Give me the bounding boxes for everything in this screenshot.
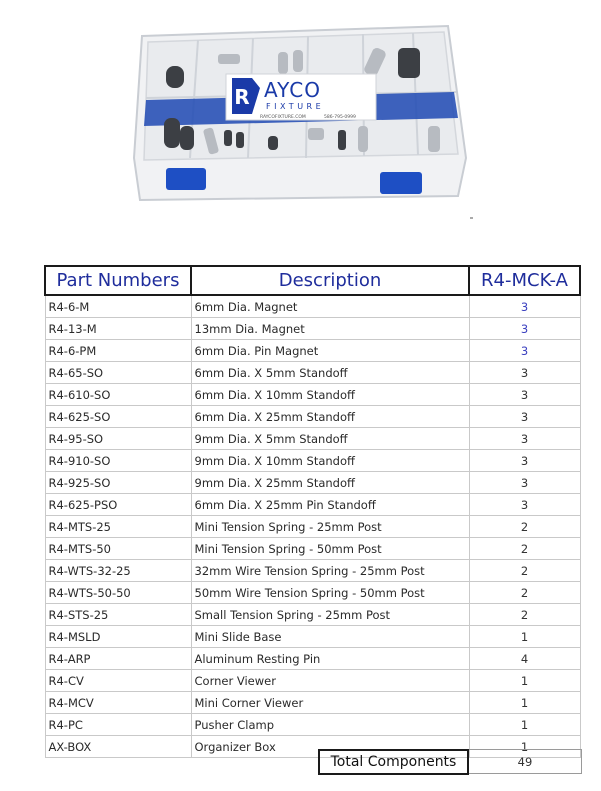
table-row <box>45 714 580 736</box>
description-cell: Corner Viewer <box>191 670 469 692</box>
header-part-numbers: Part Numbers <box>45 266 191 295</box>
part-number-cell: R4-925-SO <box>45 472 191 494</box>
part-number-cell: R4-910-SO <box>45 450 191 472</box>
description-cell: Mini Slide Base <box>191 626 469 648</box>
part-number-cell: R4-625-PSO <box>45 494 191 516</box>
quantity-cell: 2 <box>469 560 580 582</box>
quantity-cell: 2 <box>469 538 580 560</box>
part-number-cell: R4-95-SO <box>45 428 191 450</box>
part-number-cell: R4-610-SO <box>45 384 191 406</box>
table-row <box>45 648 580 670</box>
table-row <box>45 340 580 362</box>
description-cell: Organizer Box <box>191 736 469 758</box>
part-number-cell: R4-ARP <box>45 648 191 670</box>
total-components-value: 49 <box>469 749 582 774</box>
header-kit-quantity: R4-MCK-A <box>469 266 580 295</box>
quantity-cell: 3 <box>469 384 580 406</box>
table-row <box>45 516 580 538</box>
product-photo-organizer-kit <box>128 8 473 223</box>
header-description: Description <box>191 266 469 295</box>
description-cell: 9mm Dia. X 10mm Standoff <box>191 450 469 472</box>
description-cell: Aluminum Resting Pin <box>191 648 469 670</box>
quantity-cell: 2 <box>469 582 580 604</box>
quantity-cell: 3 <box>469 494 580 516</box>
quantity-cell: 3 <box>469 472 580 494</box>
quantity-cell: 1 <box>469 692 580 714</box>
quantity-cell: 3 <box>469 340 580 362</box>
quantity-cell: 1 <box>469 626 580 648</box>
table-row <box>45 362 580 384</box>
description-cell: 6mm Dia. X 25mm Standoff <box>191 406 469 428</box>
description-cell: 9mm Dia. X 25mm Standoff <box>191 472 469 494</box>
description-cell: 50mm Wire Tension Spring - 50mm Post <box>191 582 469 604</box>
table-row <box>45 494 580 516</box>
brand-name: AYCO <box>264 78 321 102</box>
part-number-cell: R4-MSLD <box>45 626 191 648</box>
table-row <box>45 295 580 318</box>
table-row <box>45 318 580 340</box>
quantity-cell: 2 <box>469 516 580 538</box>
description-cell: Mini Tension Spring - 50mm Post <box>191 538 469 560</box>
table-row <box>45 560 580 582</box>
description-cell: 6mm Dia. X 5mm Standoff <box>191 362 469 384</box>
description-cell: 6mm Dia. Magnet <box>191 295 469 318</box>
description-cell: 6mm Dia. Pin Magnet <box>191 340 469 362</box>
table-row <box>45 384 580 406</box>
description-cell: 9mm Dia. X 5mm Standoff <box>191 428 469 450</box>
rayco-logo-card <box>226 74 376 120</box>
brand-tagline: FIXTURE <box>266 102 325 111</box>
table-row <box>45 428 580 450</box>
quantity-cell: 2 <box>469 604 580 626</box>
quantity-cell: 3 <box>469 318 580 340</box>
quantity-cell: 3 <box>469 362 580 384</box>
part-number-cell: R4-STS-25 <box>45 604 191 626</box>
description-cell: Mini Tension Spring - 25mm Post <box>191 516 469 538</box>
quantity-cell: 3 <box>469 406 580 428</box>
svg-text:R: R <box>234 85 250 109</box>
part-number-cell: R4-WTS-32-25 <box>45 560 191 582</box>
quantity-cell: 3 <box>469 295 580 318</box>
table-row <box>45 626 580 648</box>
table-row <box>45 406 580 428</box>
description-cell: Mini Corner Viewer <box>191 692 469 714</box>
table-row <box>45 582 580 604</box>
description-cell: Pusher Clamp <box>191 714 469 736</box>
description-cell: Small Tension Spring - 25mm Post <box>191 604 469 626</box>
table-header-row <box>45 266 580 295</box>
table-row <box>45 670 580 692</box>
part-number-cell: AX-BOX <box>45 736 191 758</box>
part-number-cell: R4-PC <box>45 714 191 736</box>
part-number-cell: R4-6-PM <box>45 340 191 362</box>
quantity-cell: 4 <box>469 648 580 670</box>
table-row <box>45 692 580 714</box>
description-cell: 13mm Dia. Magnet <box>191 318 469 340</box>
total-row <box>318 749 582 773</box>
quantity-cell: 3 <box>469 450 580 472</box>
brand-site: RAYCOFIXTURE.COM <box>260 115 306 120</box>
table-row <box>45 604 580 626</box>
description-cell: 6mm Dia. X 25mm Pin Standoff <box>191 494 469 516</box>
part-number-cell: R4-CV <box>45 670 191 692</box>
part-number-cell: R4-MTS-50 <box>45 538 191 560</box>
brand-phone: 586-795-0999 <box>324 115 356 120</box>
part-number-cell: R4-13-M <box>45 318 191 340</box>
part-number-cell: R4-65-SO <box>45 362 191 384</box>
quantity-cell: 1 <box>469 736 580 758</box>
quantity-cell: 1 <box>469 670 580 692</box>
part-number-cell: R4-MCV <box>45 692 191 714</box>
table-row <box>45 538 580 560</box>
total-components-label: Total Components <box>318 749 469 775</box>
description-cell: 6mm Dia. X 10mm Standoff <box>191 384 469 406</box>
quantity-cell: 3 <box>469 428 580 450</box>
table-row <box>45 472 580 494</box>
part-number-cell: R4-WTS-50-50 <box>45 582 191 604</box>
quantity-cell: 1 <box>469 714 580 736</box>
description-cell: 32mm Wire Tension Spring - 25mm Post <box>191 560 469 582</box>
table-row <box>45 450 580 472</box>
part-number-cell: R4-625-SO <box>45 406 191 428</box>
part-number-cell: R4-6-M <box>45 295 191 318</box>
parts-table <box>44 265 581 758</box>
part-number-cell: R4-MTS-25 <box>45 516 191 538</box>
